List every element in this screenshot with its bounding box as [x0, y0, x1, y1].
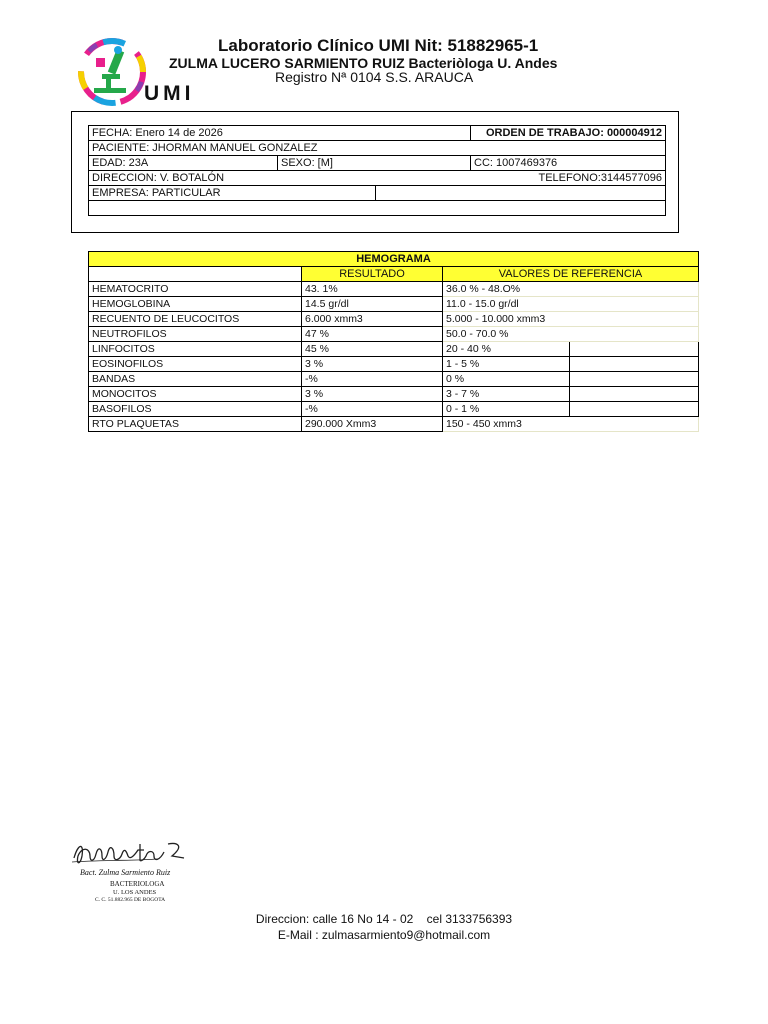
table-row: [89, 312, 699, 327]
orden-field: ORDEN DE TRABAJO: 000004912: [471, 126, 666, 141]
empty-cell: [570, 357, 699, 372]
fecha-field: FECHA: Enero 14 de 2026: [89, 126, 471, 141]
test-result: 45 %: [302, 342, 443, 357]
test-result: 47 %: [302, 327, 443, 342]
table-row: [89, 417, 699, 432]
test-reference: 5.000 - 10.000 xmm3: [443, 312, 699, 327]
test-reference: 50.0 - 70.0 %: [443, 327, 699, 342]
signature-cc: C. C. 51.882.965 DE BOGOTA: [95, 897, 166, 903]
test-name: BASOFILOS: [89, 402, 302, 417]
test-reference: 3 - 7 %: [443, 387, 570, 402]
test-name: HEMOGLOBINA: [89, 297, 302, 312]
signature-name: Bact. Zulma Sarmiento Ruiz: [80, 868, 171, 877]
sexo-field: SEXO: [M]: [278, 156, 471, 171]
header-empty-cell: [89, 267, 302, 282]
hemograma-rows: [89, 282, 699, 432]
test-name: NEUTROFILOS: [89, 327, 302, 342]
test-result: -%: [302, 402, 443, 417]
table-row: [89, 327, 699, 342]
test-name: HEMATOCRITO: [89, 282, 302, 297]
test-reference: 1 - 5 %: [443, 357, 570, 372]
cc-field: CC: 1007469376: [471, 156, 666, 171]
logo-text: UMI: [144, 82, 195, 105]
signature-university: U. LOS ANDES: [113, 889, 157, 896]
test-name: RECUENTO DE LEUCOCITOS: [89, 312, 302, 327]
lab-title: Laboratorio Clínico UMI Nit: 51882965-1: [218, 36, 539, 55]
test-result: 290.000 Xmm3: [302, 417, 443, 432]
test-result: 6.000 xmm3: [302, 312, 443, 327]
test-reference: 0 - 1 %: [443, 402, 570, 417]
table-row: [89, 297, 699, 312]
table-row: [89, 342, 699, 357]
patient-info-box: [71, 111, 679, 233]
referencia-header: VALORES DE REFERENCIA: [443, 267, 699, 282]
resultado-header: RESULTADO: [302, 267, 443, 282]
hemograma-table: [88, 251, 699, 432]
test-result: 14.5 gr/dl: [302, 297, 443, 312]
empty-row: [89, 201, 666, 216]
lab-owner: ZULMA LUCERO SARMIENTO RUIZ Bacteriòloga U. Andes: [169, 55, 558, 71]
empresa-field: EMPRESA: PARTICULAR: [89, 186, 376, 201]
empty-cell: [570, 387, 699, 402]
table-row: [89, 402, 699, 417]
test-reference: 150 - 450 xmm3: [443, 417, 699, 432]
test-result: 3 %: [302, 387, 443, 402]
patient-info-table: [88, 125, 666, 216]
test-result: 3 %: [302, 357, 443, 372]
test-reference: 36.0 % - 48.O%: [443, 282, 699, 297]
empty-cell: [570, 342, 699, 357]
test-name: EOSINOFILOS: [89, 357, 302, 372]
table-row: [89, 282, 699, 297]
test-name: MONOCITOS: [89, 387, 302, 402]
empty-cell: [570, 372, 699, 387]
table-row: [89, 387, 699, 402]
empty-cell: [570, 402, 699, 417]
telefono-field: TELEFONO:3144577096: [519, 171, 666, 186]
test-result: 43. 1%: [302, 282, 443, 297]
signature-role: BACTERIOLOGA: [110, 880, 165, 888]
paciente-field: PACIENTE: JHORMAN MANUEL GONZALEZ: [89, 141, 666, 156]
test-name: BANDAS: [89, 372, 302, 387]
edad-field: EDAD: 23A: [89, 156, 278, 171]
test-name: LINFOCITOS: [89, 342, 302, 357]
table-row: [89, 357, 699, 372]
table-row: [89, 372, 699, 387]
footer-address: Direccion: calle 16 No 14 - 02 cel 3133756393: [255, 912, 513, 926]
test-reference: 20 - 40 %: [443, 342, 570, 357]
direccion-field: DIRECCION: V. BOTALÓN: [89, 171, 519, 186]
empty-cell: [376, 186, 666, 201]
footer-email: E-Mail : zulmasarmiento9@hotmail.com: [277, 928, 491, 942]
test-name: RTO PLAQUETAS: [89, 417, 302, 432]
test-reference: 11.0 - 15.0 gr/dl: [443, 297, 699, 312]
test-result: -%: [302, 372, 443, 387]
hemograma-title: HEMOGRAMA: [89, 252, 699, 267]
test-reference: 0 %: [443, 372, 570, 387]
lab-registry: Registro Nª 0104 S.S. ARAUCA: [275, 69, 474, 85]
